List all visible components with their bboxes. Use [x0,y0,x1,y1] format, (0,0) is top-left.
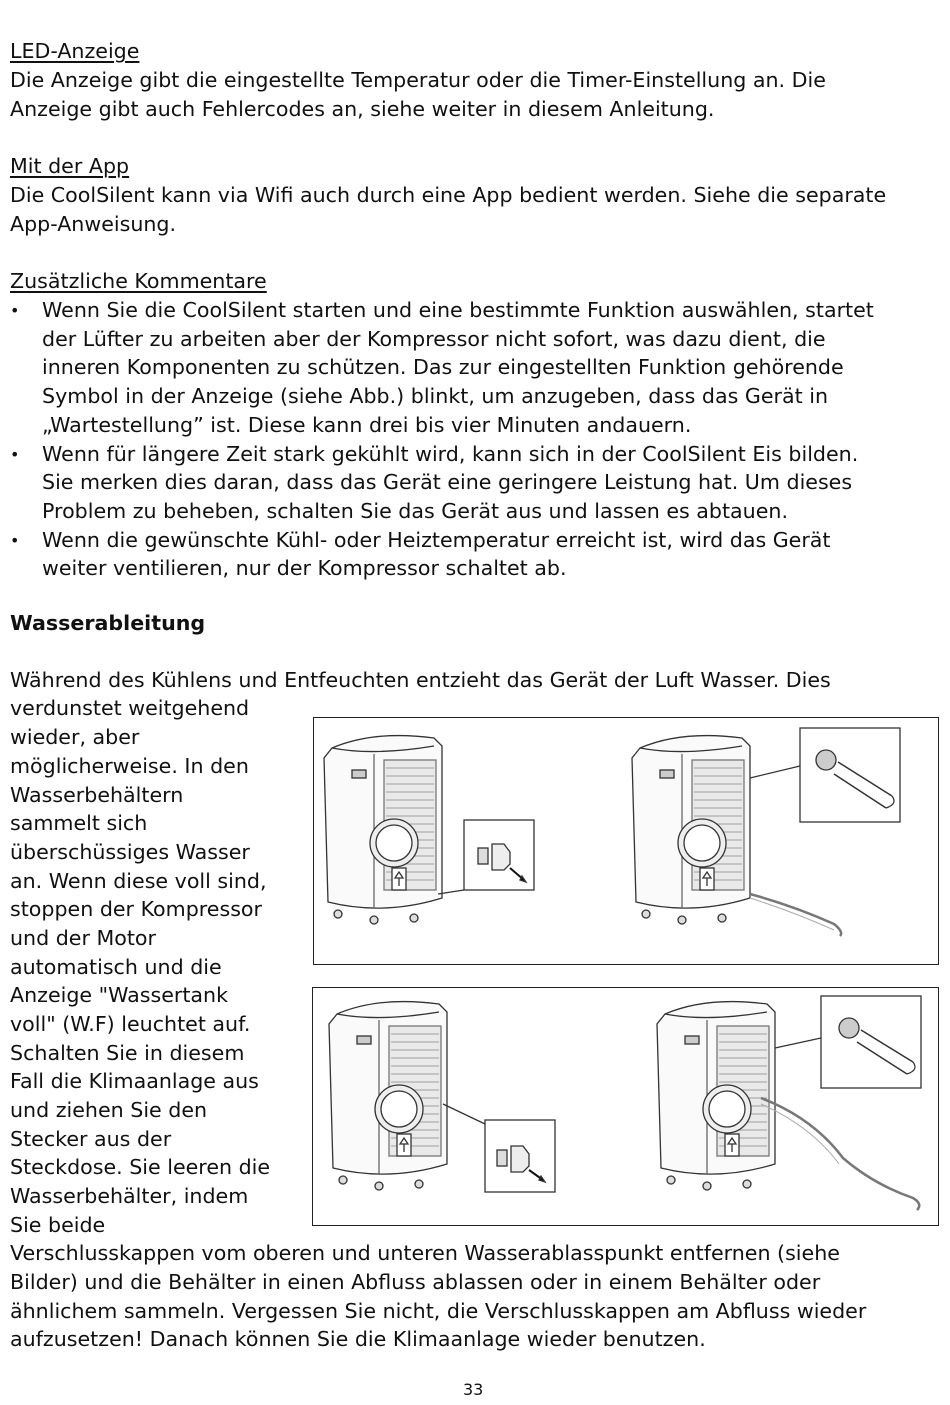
water-narrow-line: wieder, aber [10,725,140,749]
water-wide-line: Verschlusskappen vom oberen und unteren Wasserablasspunkt entfernen (siehe [10,1241,840,1265]
led-heading: LED-Anzeige [10,39,140,63]
water-narrow-line: Wasserbehältern [10,783,184,807]
water-narrow-line: Wasserbehälter, indem [10,1184,249,1208]
air-conditioner-unit-icon [324,736,442,924]
page-number: 33 [463,1380,484,1399]
water-narrow-line: stoppen der Kompressor [10,897,262,921]
app-line-1: Die CoolSilent kann via Wifi auch durch eine App bedient werden. Siehe die separate [10,183,887,207]
water-intro-line: Während des Kühlens und Entfeuchten entzieht das Gerät der Luft Wasser. Dies [10,668,831,692]
water-narrow-line: automatisch und die [10,955,222,979]
bullet-2-line-1: Wenn für längere Zeit stark gekühlt wird, kann sich in der CoolSilent Eis bilden. [42,442,859,466]
water-narrow-line: Sie beide [10,1213,106,1237]
drain-top-figure [313,717,939,965]
water-heading: Wasserableitung [10,611,206,635]
water-narrow-line: Steckdose. Sie leeren die [10,1155,271,1179]
led-line-1: Die Anzeige gibt die eingestellte Temperatur oder die Timer-Einstellung an. Die [10,68,826,92]
water-wide-line: ähnlichem sammeln. Vergessen Sie nicht, die Verschlusskappen am Abfluss wieder [10,1299,867,1323]
bullet-marker: • [10,445,20,464]
water-narrow-line: Stecker aus der [10,1127,172,1151]
water-narrow-line: und der Motor [10,926,156,950]
app-heading: Mit der App [10,154,130,178]
water-narrow-line: Fall die Klimaanlage aus [10,1069,259,1093]
water-narrow-line: voll" (W.F) leuchtet auf. [10,1012,251,1036]
comments-heading: Zusätzliche Kommentare [10,269,267,293]
app-line-2: App-Anweisung. [10,212,177,236]
bullet-1-line-1: Wenn Sie die CoolSilent starten und eine bestimmte Funktion auswählen, startet [42,298,874,322]
water-wide-line: aufzusetzen! Danach können Sie die Klimaanlage wieder benutzen. [10,1327,706,1351]
water-narrow-line: überschüssiges Wasser [10,840,250,864]
water-narrow-line: und ziehen Sie den [10,1098,208,1122]
bullet-2-line-2: Sie merken dies daran, dass das Gerät eine geringere Leistung hat. Um dieses [42,470,853,494]
bullet-1-line-2: der Lüfter zu arbeiten aber der Kompressor nicht sofort, was dazu dient, die [42,327,826,351]
bullet-3-line-2: weiter ventilieren, nur der Kompressor schaltet ab. [42,556,567,580]
air-conditioner-unit-icon [657,1002,775,1190]
bullet-1-line-3: inneren Komponenten zu schützen. Das zur eingestellten Funktion gehörende [42,355,844,379]
water-wide-line: Bilder) und die Behälter in einen Abfluss ablassen oder in einem Behälter oder [10,1270,821,1294]
bullet-1-line-5: „Wartestellung” ist. Diese kann drei bis vier Minuten andauern. [42,413,692,437]
bullet-2-line-3: Problem zu beheben, schalten Sie das Gerät aus und lassen es abtauen. [42,499,788,523]
water-narrow-line: Schalten Sie in diesem [10,1041,245,1065]
air-conditioner-unit-icon [632,736,750,924]
bullet-marker: • [10,301,20,320]
drain-bottom-figure [312,987,939,1226]
air-conditioner-unit-icon [329,1002,447,1190]
water-narrow-line: Anzeige "Wassertank [10,983,229,1007]
water-narrow-line: an. Wenn diese voll sind, [10,869,267,893]
bullet-3-line-1: Wenn die gewünschte Kühl- oder Heiztemperatur erreicht ist, wird das Gerät [42,528,831,552]
water-narrow-line: verdunstet weitgehend [10,696,250,720]
water-narrow-line: sammelt sich [10,811,148,835]
water-narrow-line: möglicherweise. In den [10,754,249,778]
bullet-marker: • [10,531,20,550]
bullet-1-line-4: Symbol in der Anzeige (siehe Abb.) blinkt, um anzugeben, dass das Gerät in [42,384,829,408]
led-line-2: Anzeige gibt auch Fehlercodes an, siehe weiter in diesem Anleitung. [10,97,715,121]
